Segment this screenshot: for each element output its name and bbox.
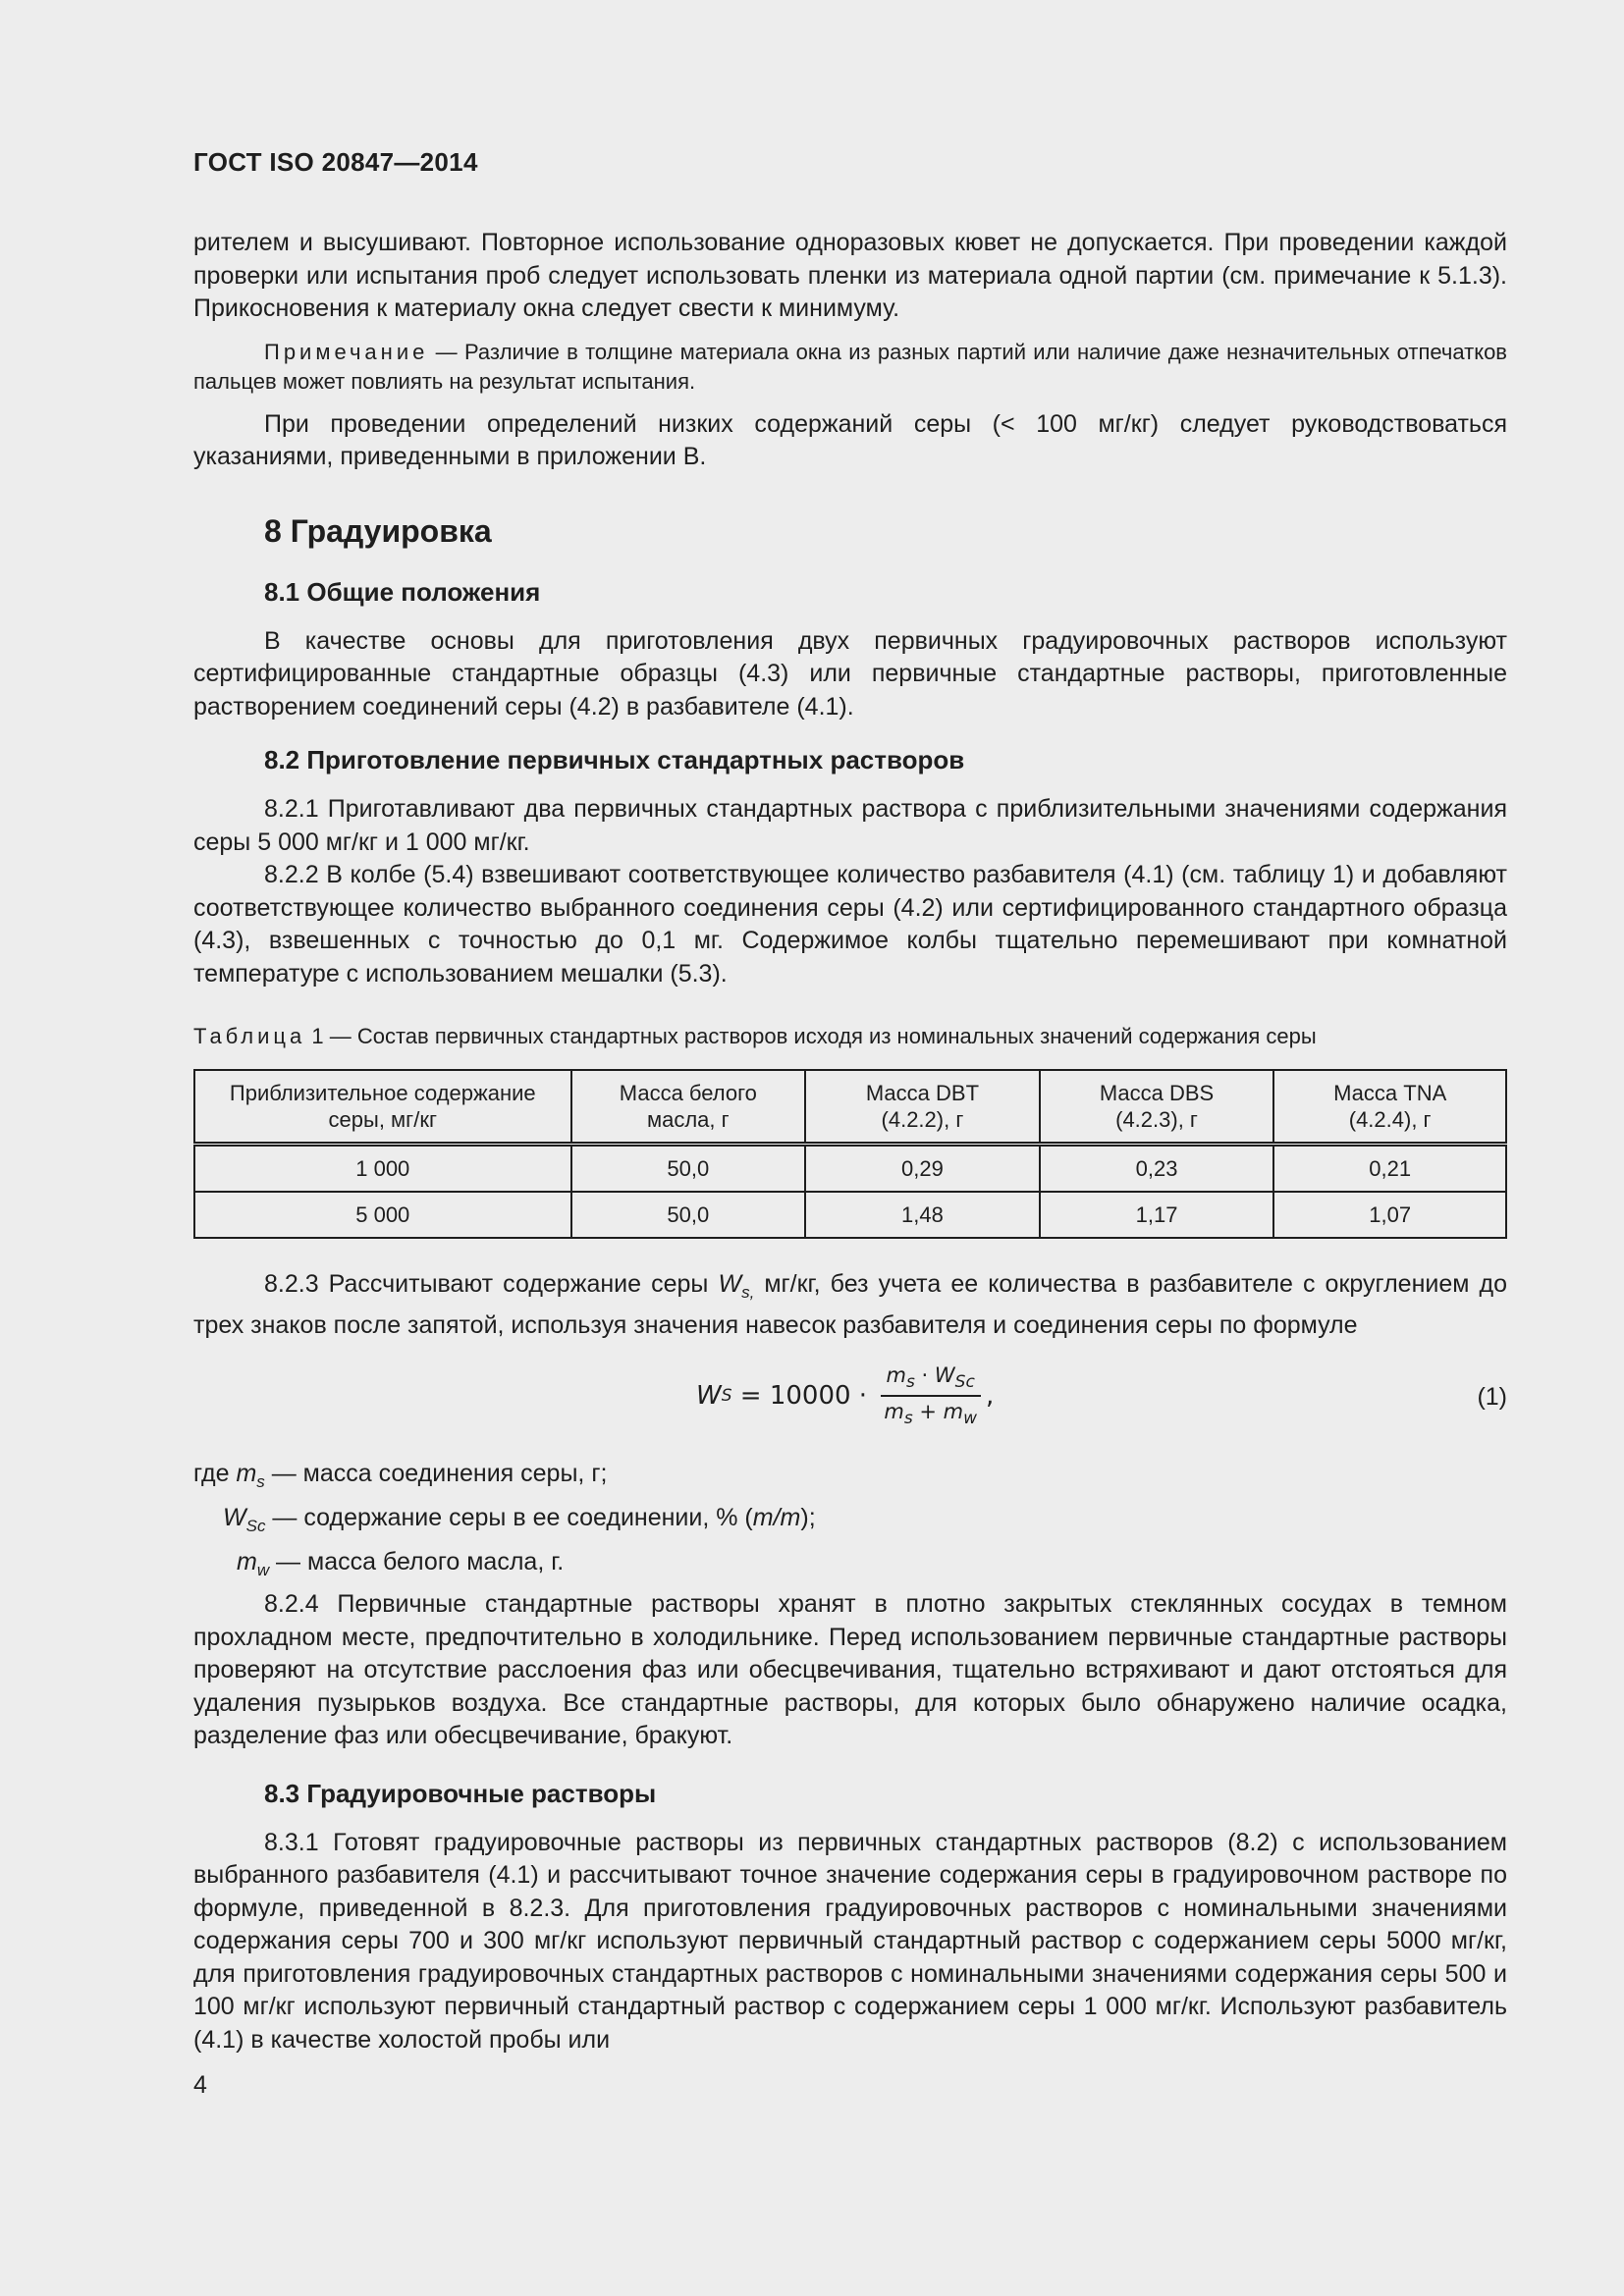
table-cell: 0,23 bbox=[1040, 1145, 1274, 1193]
table-cell: 0,21 bbox=[1273, 1145, 1506, 1193]
para-8-3-1: 8.3.1 Готовят градуировочные растворы из первичных стандартных растворов (8.2) с использованием выбранного разбавителя (4.1) и рассчитывают точное значение содержания серы в градуировочном растворе по формуле, приведенной в 8.2.3. Для приготовления градуировочных растворов с номинальными значениями содержания серы 700 и 300 мг/кг используют первичный стандартный раствор с содержанием серы 5000 мг/кг, для приготовления градуировочных стандартных растворов с номинальными значениями содержания серы 500 и 100 мг/кг используют первичный стандартный раствор с содержанием серы 1 000 мг/кг. Используют разбавитель (4.1) в качестве холостой пробы или bbox=[193, 1828, 1507, 2054]
section-8-1-paragraph: В качестве основы для приготовления двух первичных градуировочных растворов используют сертифицированные стандартные образцы (4.3) или первичные стандартные растворы, приготовленные растворением соединений серы (4.2) в разбавителе (4.1). bbox=[193, 626, 1507, 721]
table-cell: 0,29 bbox=[805, 1145, 1040, 1193]
document-page bbox=[193, 147, 1507, 2056]
table-header-cell: Масса DBT (4.2.2), г bbox=[805, 1070, 1040, 1145]
table-header-row bbox=[194, 1070, 1506, 1145]
section-8-3-title: 8.3 Градуировочные растворы bbox=[264, 1778, 657, 1808]
table-row bbox=[194, 1145, 1506, 1193]
table-cell: 1,48 bbox=[805, 1192, 1040, 1238]
section-8-1-title: 8.1 Общие положения bbox=[264, 576, 541, 607]
table-cell: 1 000 bbox=[194, 1145, 571, 1193]
table-caption-label: Таблица bbox=[193, 1024, 306, 1048]
document-header: ГОСТ ISO 20847—2014 bbox=[193, 147, 478, 177]
legend-item: $W_{Sc}$ — содержание серы в ее соединении, % (m/m); bbox=[223, 1504, 816, 1535]
table-caption bbox=[193, 1024, 1507, 1049]
table-row bbox=[194, 1192, 1506, 1238]
table-caption-text: 1 — Состав первичных стандартных растворов исходя из номинальных значений содержания серы bbox=[305, 1024, 1317, 1048]
section-8-title: 8 Градуировка bbox=[264, 512, 492, 549]
note-text: — Различие в толщине материала окна из разных партий или наличие даже незначительных отпечатков пальцев может повлиять на результат испытания. bbox=[193, 339, 1507, 394]
table-header-cell: Приблизительное содержание серы, мг/кг bbox=[194, 1070, 571, 1145]
para-8-2-1: 8.2.1 Приготавливают два первичных стандартных раствора с приблизительными значениями содержания серы 5 000 мг/кг и 1 000 мг/кг. bbox=[193, 795, 1507, 856]
para-8-2-2: 8.2.2 В колбе (5.4) взвешивают соответствующее количество разбавителя (4.1) (см. таблицу 1) и добавляют соответствующее количество выбранного соединения серы (4.2) или сертифицированного стандартного образца (4.3), взвешенных с точностью до 0,1 мг. Содержимое колбы тщательно перемешивают при комнатной температуре с использованием мешалки (5.3). bbox=[193, 861, 1507, 988]
legend-item: $m_w$ — масса белого масла, г. bbox=[237, 1548, 565, 1579]
table-header-cell: Масса DBS (4.2.3), г bbox=[1040, 1070, 1274, 1145]
formula-1 bbox=[193, 1362, 1507, 1440]
table-cell: 50,0 bbox=[571, 1145, 806, 1193]
table-cell: 1,07 bbox=[1273, 1192, 1506, 1238]
para-8-2-4: 8.2.4 Первичные стандартные растворы хранят в плотно закрытых стеклянных сосудах в темном прохладном месте, предпочтительно в холодильнике. Перед использованием первичные стандартные растворы проверяют на отсутствие расслоения фаз или обесцвечивания, тщательно встряхивают и дают отстояться для удаления пузырьков воздуха. Все стандартные растворы, для которых было обнаружено наличие осадка, разделение фаз или обесцвечивание, бракуют. bbox=[193, 1590, 1507, 1749]
note-label: Примечание bbox=[264, 339, 429, 364]
para-8-2-3: 8.2.3 Рассчитывают содержание серы $W_{s,}$ мг/кг, без учета ее количества в разбавителе с округлением до трех знаков после запятой, используя значения навесок разбавителя и соединения серы по формуле bbox=[193, 1270, 1507, 1339]
composition-table bbox=[193, 1069, 1507, 1239]
legend-item: где $m_s$ — масса соединения серы, г; bbox=[193, 1460, 608, 1491]
table-header-cell: Масса TNA (4.2.4), г bbox=[1273, 1070, 1506, 1145]
formula-expression: W S = 10000 · $\frac{m_s \cdot W_{Sc}}{m_s + m_w}$ , bbox=[696, 1363, 995, 1429]
table-cell: 50,0 bbox=[571, 1192, 806, 1238]
formula-number: (1) bbox=[1477, 1383, 1507, 1411]
table-header-cell: Масса белого масла, г bbox=[571, 1070, 806, 1145]
formula-legend bbox=[193, 1456, 1507, 1588]
formula-fraction: $\frac{m_s \cdot W_{Sc}}{m_s + m_w}$ bbox=[878, 1363, 983, 1428]
table-cell: 5 000 bbox=[194, 1192, 571, 1238]
low-sulfur-paragraph: При проведении определений низких содержаний серы (< 100 мг/кг) следует руководствоваться указаниями, приведенными в приложении В. bbox=[193, 409, 1507, 470]
note bbox=[193, 338, 1507, 397]
page-number: 4 bbox=[193, 2071, 207, 2099]
intro-paragraph: рителем и высушивают. Повторное использование одноразовых кювет не допускается. При проведении каждой проверки или испытания проб следует использовать пленки из материала одной партии (см. примечание к 5.1.3). Прикосновения к материалу окна следует свести к минимуму. bbox=[193, 229, 1507, 322]
table-cell: 1,17 bbox=[1040, 1192, 1274, 1238]
section-8-2-title: 8.2 Приготовление первичных стандартных растворов bbox=[264, 745, 965, 774]
